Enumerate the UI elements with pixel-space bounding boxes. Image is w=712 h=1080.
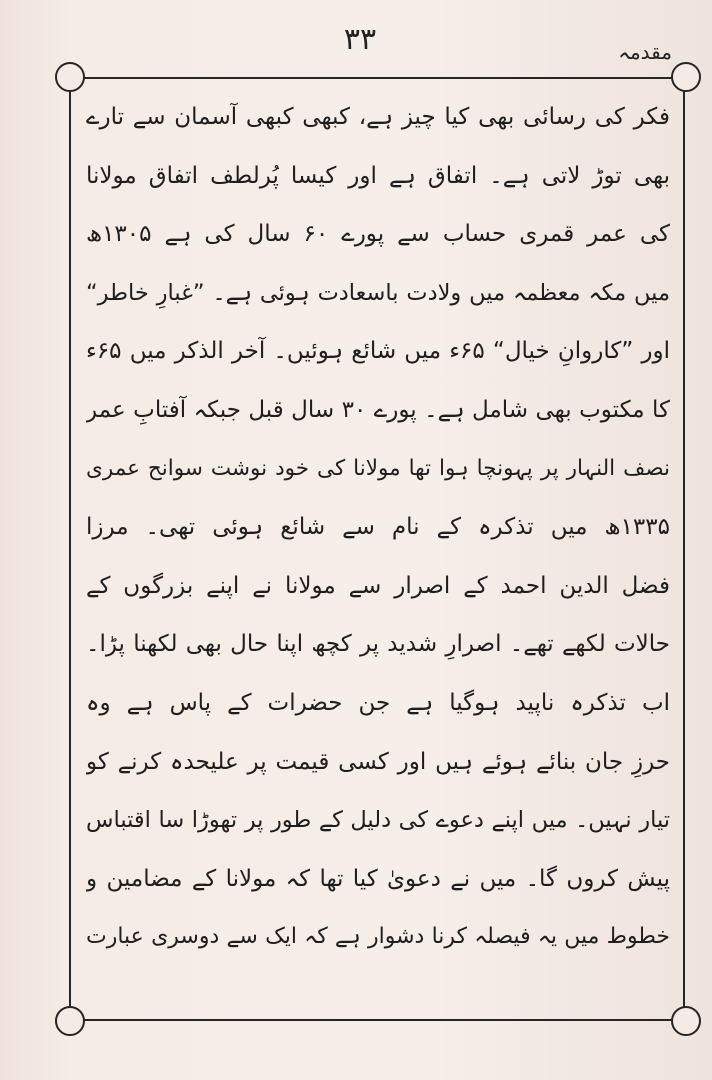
text-line: کی عمر قمری حساب سے پورے ۶۰ سال کی ہے ۱۳۰۵ھ xyxy=(86,221,670,248)
corner-circle-ornament xyxy=(671,62,701,92)
text-line: بھی توڑ لاتی ہے۔ اتفاق ہے اور کیسا پُرلطف اتفاق مولانا xyxy=(86,162,670,189)
text-line: فضل الدین احمد کے اصرار سے مولانا نے اپنے بزرگوں کے xyxy=(86,572,670,599)
corner-circle-ornament xyxy=(55,1006,85,1036)
text-line: پیش کروں گا۔ میں نے دعویٰ کیا تھا کہ مولانا کے مضامین و xyxy=(86,865,670,892)
text-line: حرزِ جان بنائے ہوئے ہیں اور کسی قیمت پر علیحدہ کرنے کو xyxy=(86,748,670,775)
corner-circle-ornament xyxy=(55,62,85,92)
text-line: اور ”کاروانِ خیال“ ۶۵ء میں شائع ہوئیں۔ آخر الذکر میں ۶۵ء xyxy=(86,338,670,365)
text-line: نصف النہار پر پہونچا ہوا تھا مولانا کی خود نوشت سوانح عمری xyxy=(86,455,670,481)
text-line: فکر کی رسائی بھی کیا چیز ہے، کبھی کبھی آسمان سے تارے xyxy=(86,104,670,130)
text-line: تیار نہیں۔ میں اپنے دعوے کی دلیل کے طور پر تھوڑا سا اقتباس xyxy=(86,807,670,834)
text-line: کا مکتوب بھی شامل ہے۔ پورے ۳۰ سال قبل جبکہ آفتابِ عمر xyxy=(86,396,670,423)
body-text xyxy=(86,88,670,967)
text-line: حالات لکھے تھے۔ اصرارِ شدید پر کچھ اپنا حال بھی لکھنا پڑا۔ xyxy=(86,631,670,658)
page-number: ۳۳ xyxy=(343,22,377,57)
section-label: مقدمہ xyxy=(618,40,672,64)
text-line: ۱۳۳۵ھ میں تذکرہ کے نام سے شائع ہوئی تھی۔ مرزا xyxy=(86,514,670,541)
text-line: اب تذکرہ ناپید ہوگیا ہے جن حضرات کے پاس ہے وہ xyxy=(86,689,670,716)
text-line: خطوط میں یہ فیصلہ کرنا دشوار ہے کہ ایک سے دوسری عبارت xyxy=(86,924,670,950)
text-line: میں مکہ معظمہ میں ولادت باسعادت ہوئی ہے۔ ”غبارِ خاطر“ xyxy=(86,279,670,306)
corner-circle-ornament xyxy=(671,1006,701,1036)
